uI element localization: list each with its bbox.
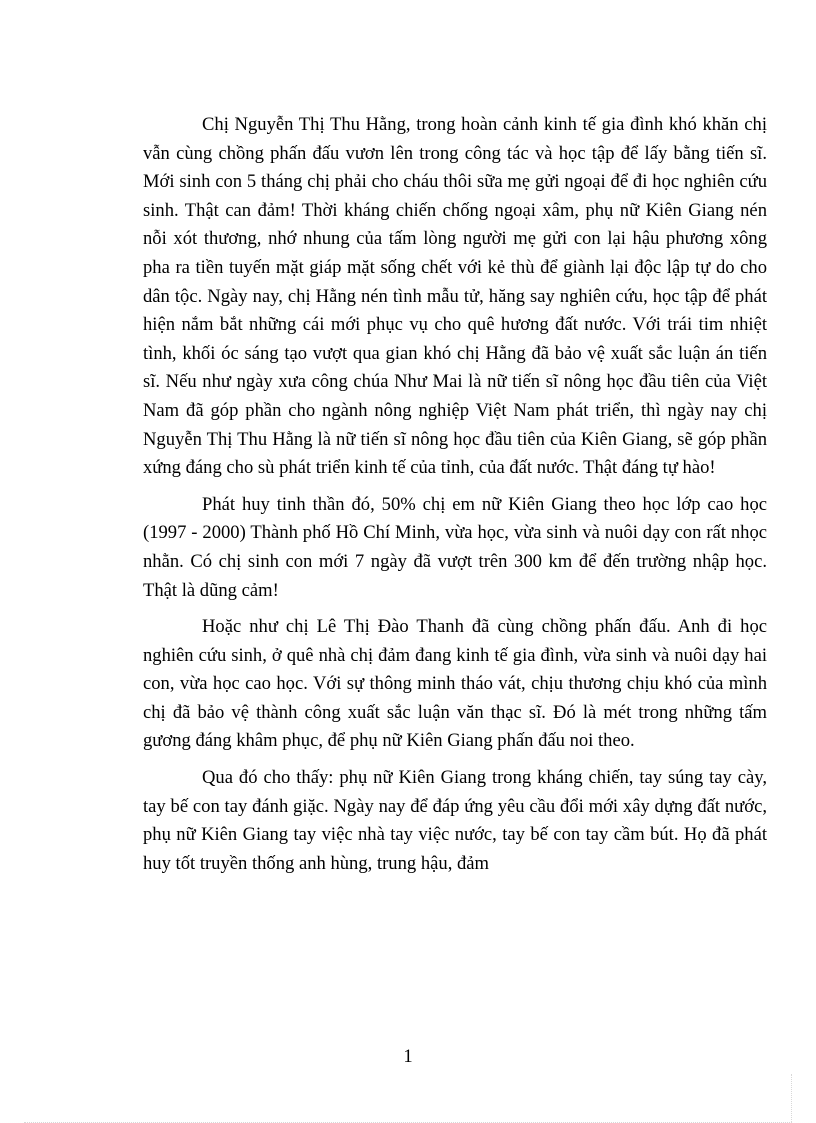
document-body bbox=[143, 111, 767, 886]
paragraph-2: Phát huy tinh thần đó, 50% chị em nữ Kiên Giang theo học lớp cao học (1997 - 2000) Thành phố Hồ Chí Minh, vừa học, vừa sinh và nuôi dạy con rất nhọc nhằn. Có chị sinh con mới 7 ngày đã vượt trên 300 km để đến trường nhập học. Thật là dũng cảm! bbox=[143, 493, 767, 601]
page-number: 1 bbox=[403, 1046, 413, 1067]
paragraph-1: Chị Nguyễn Thị Thu Hằng, trong hoàn cảnh kinh tế gia đình khó khăn chị vẫn cùng chồng phấn đấu vươn lên trong công tác và học tập để lấy bằng tiến sĩ. Mới sinh con 5 tháng chị phải cho cháu thôi sữa mẹ gửi ngoại để đi học nghiên cứu sinh. Thật can đảm! Thời kháng chiến chống ngoại xâm, phụ nữ Kiên Giang nén nỗi xót thương, nhớ nhung của tấm lòng người mẹ gửi con lại hậu phương xông pha ra tiền tuyến mặt giáp mặt sống chết với kẻ thù để giành lại độc lập tự do cho dân tộc. Ngày nay, chị Hằng nén tình mẫu tử, hăng say nghiên cứu, học tập để phát hiện nắm bắt những cái mới phục vụ cho quê hương đất nước. Với trái tim nhiệt tình, khối óc sáng tạo vượt qua gian khó chị Hằng đã bảo vệ xuất sắc luận án tiến sĩ. Nếu như ngày xưa công chúa Như Mai là nữ tiến sĩ nông học đầu tiên của Việt Nam đã góp phần cho ngành nông nghiệp Việt Nam phát triển, thì ngày nay chị Nguyễn Thị Thu Hằng là nữ tiến sĩ nông học đầu tiên của Kiên Giang, sẽ góp phần xứng đáng cho sù phát triển kinh tế của tỉnh, của đất nước. Thật đáng tự hào! bbox=[143, 114, 767, 479]
page-margin-guide-vertical bbox=[791, 1074, 792, 1122]
paragraph-4: Qua đó cho thấy: phụ nữ Kiên Giang trong kháng chiến, tay súng tay cày, tay bế con tay đánh giặc. Ngày nay để đáp ứng yêu cầu đổi mới xây dựng đất nước, phụ nữ Kiên Giang tay việc nhà tay việc nước, tay bế con tay cầm bút. Họ đã phát huy tốt truyền thống anh hùng, trung hậu, đảm bbox=[143, 767, 767, 874]
paragraph-3: Hoặc như chị Lê Thị Đào Thanh đã cùng chồng phấn đấu. Anh đi học nghiên cứu sinh, ở quê nhà chị đảm đang kinh tế gia đình, vừa sinh và nuôi dạy hai con, vừa học cao học. Với sự thông minh tháo vát, chịu thương chịu khó của mình chị đã bảo vệ thành công xuất sắc luận văn thạc sĩ. Đó là mét trong những tấm gương đáng khâm phục, để phụ nữ Kiên Giang phấn đấu noi theo. bbox=[143, 616, 767, 752]
